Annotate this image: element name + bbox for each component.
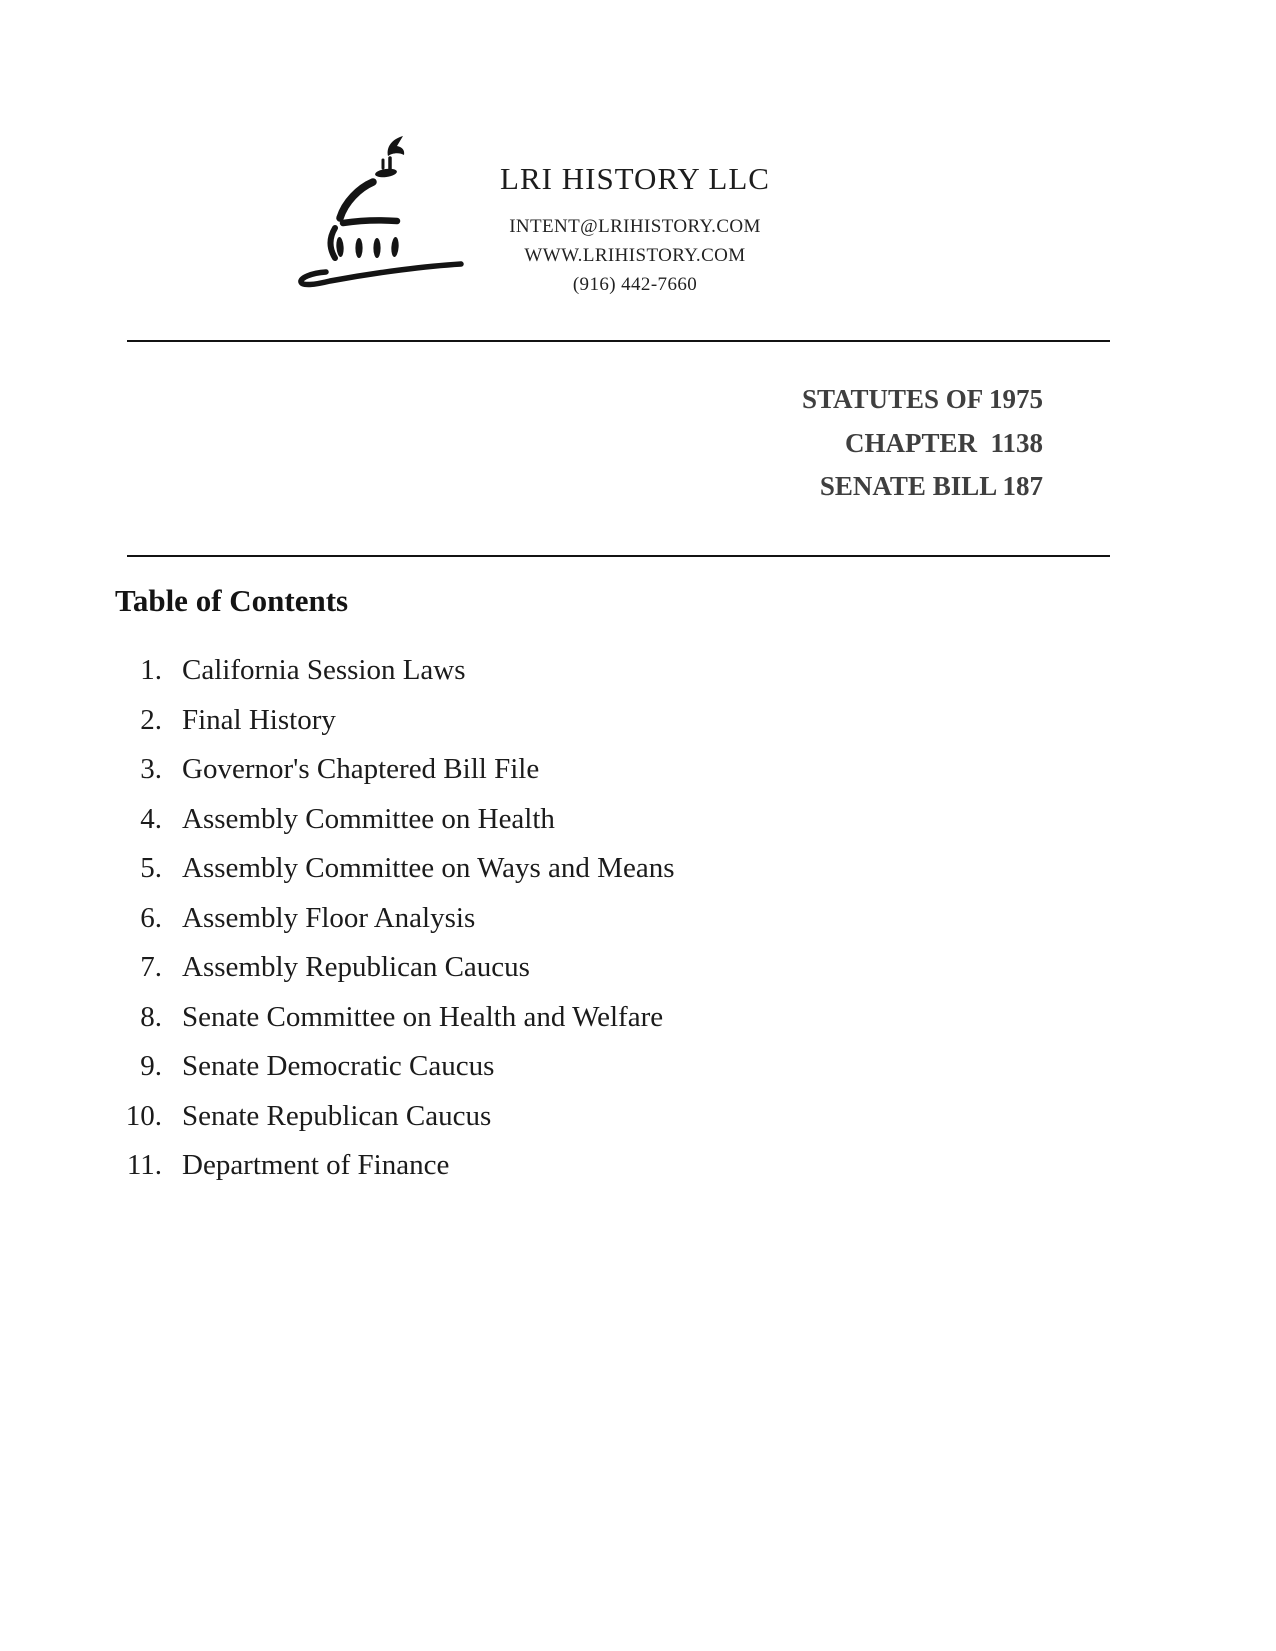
capitol-dome-logo [293, 126, 468, 294]
toc-item [115, 696, 1015, 746]
toc-item-label: Assembly Committee on Health [182, 802, 555, 835]
toc-item-label: California Session Laws [182, 654, 466, 686]
toc-item-number: 1. [140, 654, 162, 686]
company-phone: (916) 442-7660 [572, 274, 698, 295]
toc-item-label: Senate Republican Caucus [182, 1099, 492, 1132]
toc-heading: Table of Contents [115, 583, 349, 618]
chapter-line: CHAPTER 1138 [844, 427, 1043, 458]
toc-list [115, 646, 1015, 1191]
toc-item-number: 6. [140, 901, 162, 934]
company-name: LRI HISTORY LLC [500, 161, 770, 196]
company-website: WWW.LRIHISTORY.COM [524, 245, 746, 266]
company-header [455, 162, 815, 299]
toc-item-number: 4. [140, 802, 162, 835]
toc-item [115, 943, 1015, 993]
company-contact-block [455, 212, 815, 299]
toc-item [115, 844, 1015, 894]
toc-item [115, 745, 1015, 795]
toc-item [115, 894, 1015, 944]
toc-item [115, 993, 1015, 1043]
toc-item-label: Assembly Floor Analysis [182, 901, 476, 934]
company-email: INTENT@LRIHISTORY.COM [509, 216, 761, 237]
toc-item [115, 1141, 1015, 1191]
divider-bottom [127, 555, 1110, 557]
toc-item-number: 11. [126, 1149, 162, 1181]
toc-item-label: Senate Democratic Caucus [182, 1050, 495, 1082]
toc-item [115, 1042, 1015, 1092]
toc-item-number: 8. [140, 1000, 162, 1033]
bill-reference-block [802, 378, 1043, 509]
toc-item [115, 1092, 1015, 1142]
toc-item-label: Department of Finance [182, 1149, 450, 1181]
toc-item [115, 795, 1015, 845]
toc-item-number: 9. [140, 1050, 162, 1082]
toc-item-number: 3. [140, 753, 162, 785]
toc-item-label: Final History [182, 703, 336, 736]
toc-item-number: 2. [140, 703, 162, 736]
toc-item-number: 7. [140, 951, 162, 983]
toc-item-label: Governor's Chaptered Bill File [182, 753, 540, 785]
senate-bill-line: SENATE BILL 187 [819, 471, 1043, 501]
toc-item-number: 5. [140, 852, 162, 884]
toc-item-number: 10. [125, 1099, 162, 1132]
divider-top [127, 340, 1110, 342]
toc-item [115, 646, 1015, 696]
toc-item-label: Senate Committee on Health and Welfare [182, 1000, 664, 1033]
statutes-line: STATUTES OF 1975 [801, 384, 1043, 414]
toc-item-label: Assembly Committee on Ways and Means [182, 852, 675, 884]
toc-item-label: Assembly Republican Caucus [182, 951, 530, 983]
